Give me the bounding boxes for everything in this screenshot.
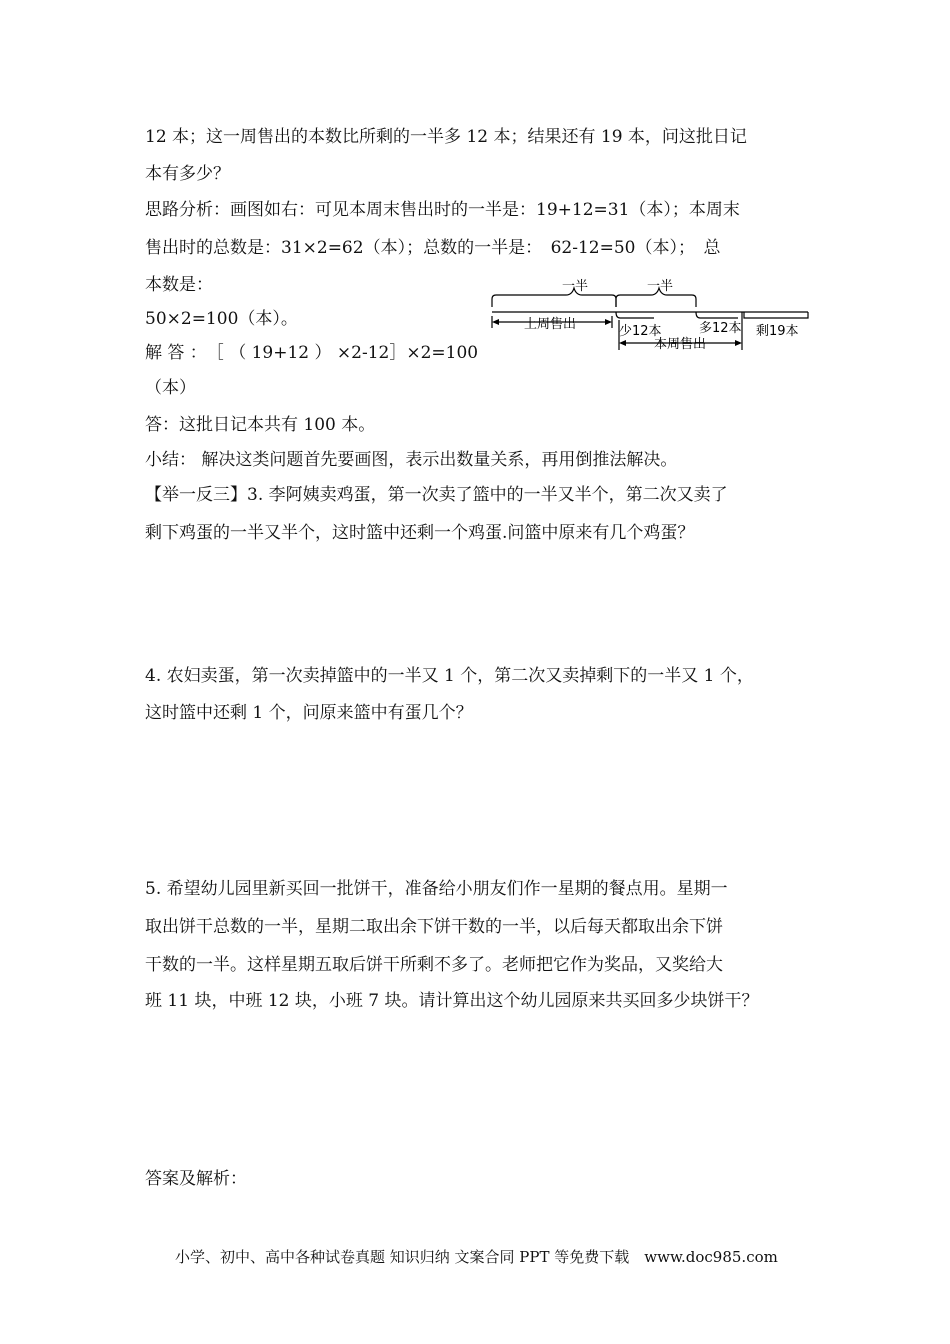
line-5: 本数是： xyxy=(145,275,213,295)
summary-line: 小结： 解决这类问题首先要画图，表示出数量关系，再用倒推法解决。 xyxy=(145,450,678,470)
problem-5-line-2: 取出饼干总数的一半，星期二取出余下饼干数的一半，以后每天都取出余下饼 xyxy=(145,917,723,937)
problem-5-line-4: 班 11 块，中班 12 块，小班 7 块。请计算出这个幼儿园原来共买回多少块饼干？ xyxy=(145,991,759,1011)
page-footer: 小学、初中、高中各种试卷真题 知识归纳 文案合同 PPT 等免费下载 www.doc985.com xyxy=(175,1248,778,1266)
line-6: 50×2=100（本）。 xyxy=(145,309,298,329)
this-week-sold-label: 本周售出 xyxy=(654,337,707,352)
line-3: 思路分析：画图如右：可见本周末售出时的一半是：19+12=31（本）；本周末 xyxy=(145,200,740,220)
line-2: 本有多少？ xyxy=(145,164,230,184)
half-label-2: 一半 xyxy=(647,279,674,294)
answer-formula: 解 答 ： ［ （ 19+12 ） ×2-12］×2=100 xyxy=(145,343,479,363)
problem-4-line-2: 这时篮中还剩 1 个，问原来篮中有蛋几个？ xyxy=(145,703,473,723)
answers-heading: 答案及解析： xyxy=(145,1169,247,1189)
line-1: 12 本；这一周售出的本数比所剩的一半多 12 本；结果还有 19 本，问这批日记 xyxy=(145,127,747,147)
more-12-label: 多12本 xyxy=(699,321,742,336)
answer-line: 答：这批日记本共有 100 本。 xyxy=(145,415,376,435)
problem-3-line-1: 【举一反三】3. 李阿姨卖鸡蛋，第一次卖了篮中的一半又半个，第二次又卖了 xyxy=(145,485,728,505)
last-week-sold-label: 上周售出 xyxy=(524,317,577,332)
problem-5-line-3: 干数的一半。这样星期五取后饼干所剩不多了。老师把它作为奖品，又奖给大 xyxy=(145,955,723,975)
line-segment-diagram xyxy=(486,272,816,362)
line-4: 售出时的总数是：31×2=62（本）；总数的一半是： 62-12=50（本）； 总 xyxy=(145,238,721,258)
line-8: （本） xyxy=(145,378,196,398)
problem-5-line-1: 5. 希望幼儿园里新买回一批饼干，准备给小朋友们作一星期的餐点用。星期一 xyxy=(145,879,728,899)
problem-3-line-2: 剩下鸡蛋的一半又半个，这时篮中还剩一个鸡蛋.问篮中原来有几个鸡蛋？ xyxy=(145,523,695,543)
problem-4-line-1: 4. 农妇卖蛋，第一次卖掉篮中的一半又 1 个，第二次又卖掉剩下的一半又 1 个， xyxy=(145,666,754,686)
left-19-label: 剩19本 xyxy=(756,324,799,339)
half-label-1: 一半 xyxy=(562,279,589,294)
less-12-label: 少12本 xyxy=(619,324,662,339)
